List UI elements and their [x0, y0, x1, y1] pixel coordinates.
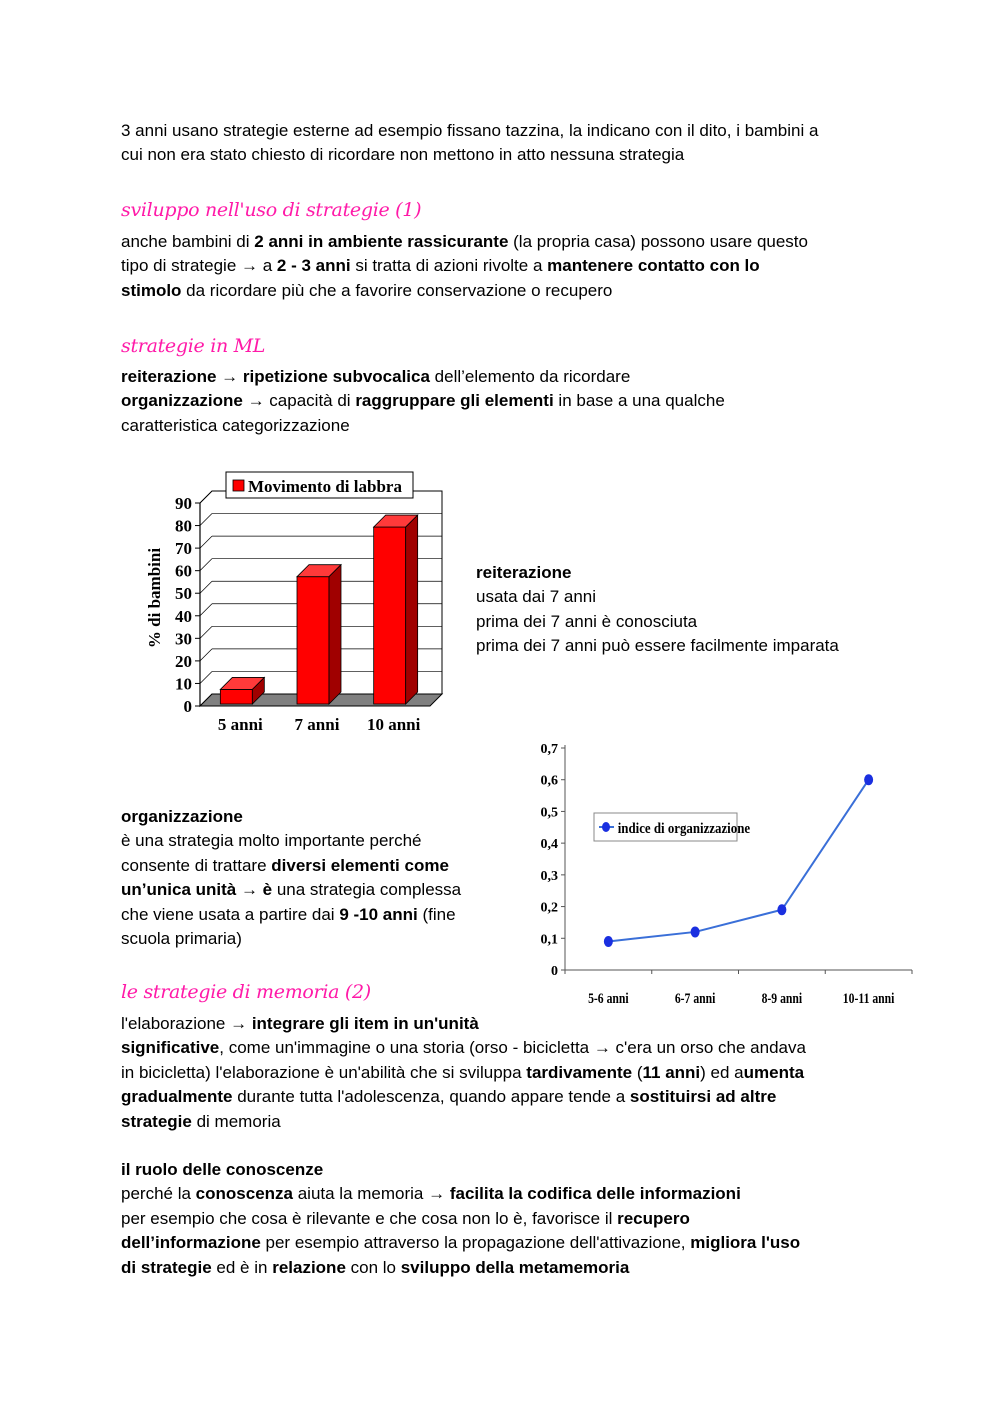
data-point	[691, 926, 700, 937]
legend-label: Movimento di labbra	[248, 477, 402, 496]
y-tick-label: 90	[175, 494, 192, 513]
y-tick-label: 20	[175, 651, 192, 671]
y-tick-label: 0,4	[540, 837, 558, 853]
data-point	[777, 904, 786, 915]
reiterazione-block: reiterazione usata dai 7 anni prima dei 7 anni è conosciuta prima dei 7 anni può essere facilmente imparata	[476, 563, 839, 656]
x-tick-label: 10-11 anni	[842, 989, 895, 1007]
y-tick-label: 50	[175, 584, 192, 604]
intro-paragraph	[121, 119, 818, 168]
legend-label: indice di organizzazione	[617, 821, 751, 838]
section-heading: strategie in ML	[121, 335, 266, 357]
data-point	[604, 936, 613, 947]
line-chart	[530, 735, 930, 1010]
y-tick-label: 40	[175, 606, 192, 626]
y-tick-label: 0,1	[540, 932, 558, 948]
y-tick-label: 0,2	[540, 900, 558, 916]
y-tick-label: 10	[175, 674, 192, 694]
y-axis-label: % di bambini	[145, 547, 164, 649]
y-tick-label: 70	[175, 539, 192, 559]
x-tick-label: 5-6 anni	[588, 989, 629, 1007]
section-heading: sviluppo nell'uso di strategie (1)	[121, 199, 422, 221]
section2-paragraph: reiterazione → ripetizione subvocalica dell’elemento da ricordare organizzazione → capacità di raggruppare gli elementi in base a una qualche caratteristica categorizzazione	[121, 367, 725, 435]
legend	[594, 813, 750, 841]
organizzazione-block: organizzazione è una strategia molto importante perché consente di trattare diversi elementi come un’unica unità → è una strategia complessa che viene usata a partire dai 9 -10 anni (fine scuola primaria)	[121, 807, 462, 949]
section3-paragraph: l'elaborazione → integrare gli item in un'unità significative, come un'immagine o una storia (orso - bicicletta → c'era un orso che andava in bicicletta) l'elaborazione è un'abilità che si sviluppa tardivamente (11 anni) ed aumenta gradualmente durante tutta l'adolescenza, quando appare tende a sostituirsi ad altre strategie di memoria	[121, 1014, 806, 1131]
section4-title: il ruolo delle conoscenze	[121, 1160, 324, 1179]
series-line	[608, 780, 868, 942]
x-tick-label: 10 anni	[366, 715, 421, 734]
y-tick-label: 0,7	[540, 742, 558, 757]
x-tick-label: 8-9 anni	[761, 989, 803, 1007]
y-tick-label: 0	[183, 697, 192, 716]
y-tick-label: 80	[175, 516, 192, 536]
x-tick-label: 5 anni	[217, 715, 263, 734]
bar	[374, 515, 418, 704]
y-tick-label: 60	[175, 561, 192, 581]
legend-marker	[602, 822, 610, 832]
y-tick-label: 0	[551, 964, 558, 979]
bar-chart	[130, 470, 470, 740]
section1-paragraph: anche bambini di 2 anni in ambiente rassicurante (la propria casa) possono usare questo tipo di strategie → a 2 - 3 anni si tratta di azioni rivolte a mantenere contatto con lo stimolo da ricordare più che a favorire conservazione o recupero	[121, 232, 808, 300]
y-tick-label: 30	[175, 629, 192, 649]
section-heading: le strategie di memoria (2)	[121, 981, 371, 1003]
y-tick-label: 0,5	[540, 805, 558, 821]
x-tick-label: 7 anni	[294, 715, 340, 734]
intro-line: cui non era stato chiesto di ricordare non mettono in atto nessuna strategia	[121, 145, 685, 165]
legend	[226, 472, 413, 498]
y-tick-label: 0,3	[540, 868, 558, 884]
x-tick-label: 6-7 anni	[674, 989, 716, 1007]
data-point	[864, 774, 873, 785]
intro-line: 3 anni usano strategie esterne ad esempio fissano tazzina, la indicano con il dito, i bambini a	[121, 121, 819, 140]
section4-paragraph: il ruolo delle conoscenze perché la conoscenza aiuta la memoria → facilita la codifica delle informazioni per esempio che cosa è rilevante e che cosa non lo è, favorisce il recupero dell’informazione per esempio attraverso la propagazione dell'attivazione, migliora l'uso di strategie ed è in relazione con lo sviluppo della metamemoria	[121, 1160, 801, 1277]
y-tick-label: 0,6	[540, 773, 558, 789]
bar	[297, 565, 341, 704]
legend-swatch	[233, 480, 244, 491]
